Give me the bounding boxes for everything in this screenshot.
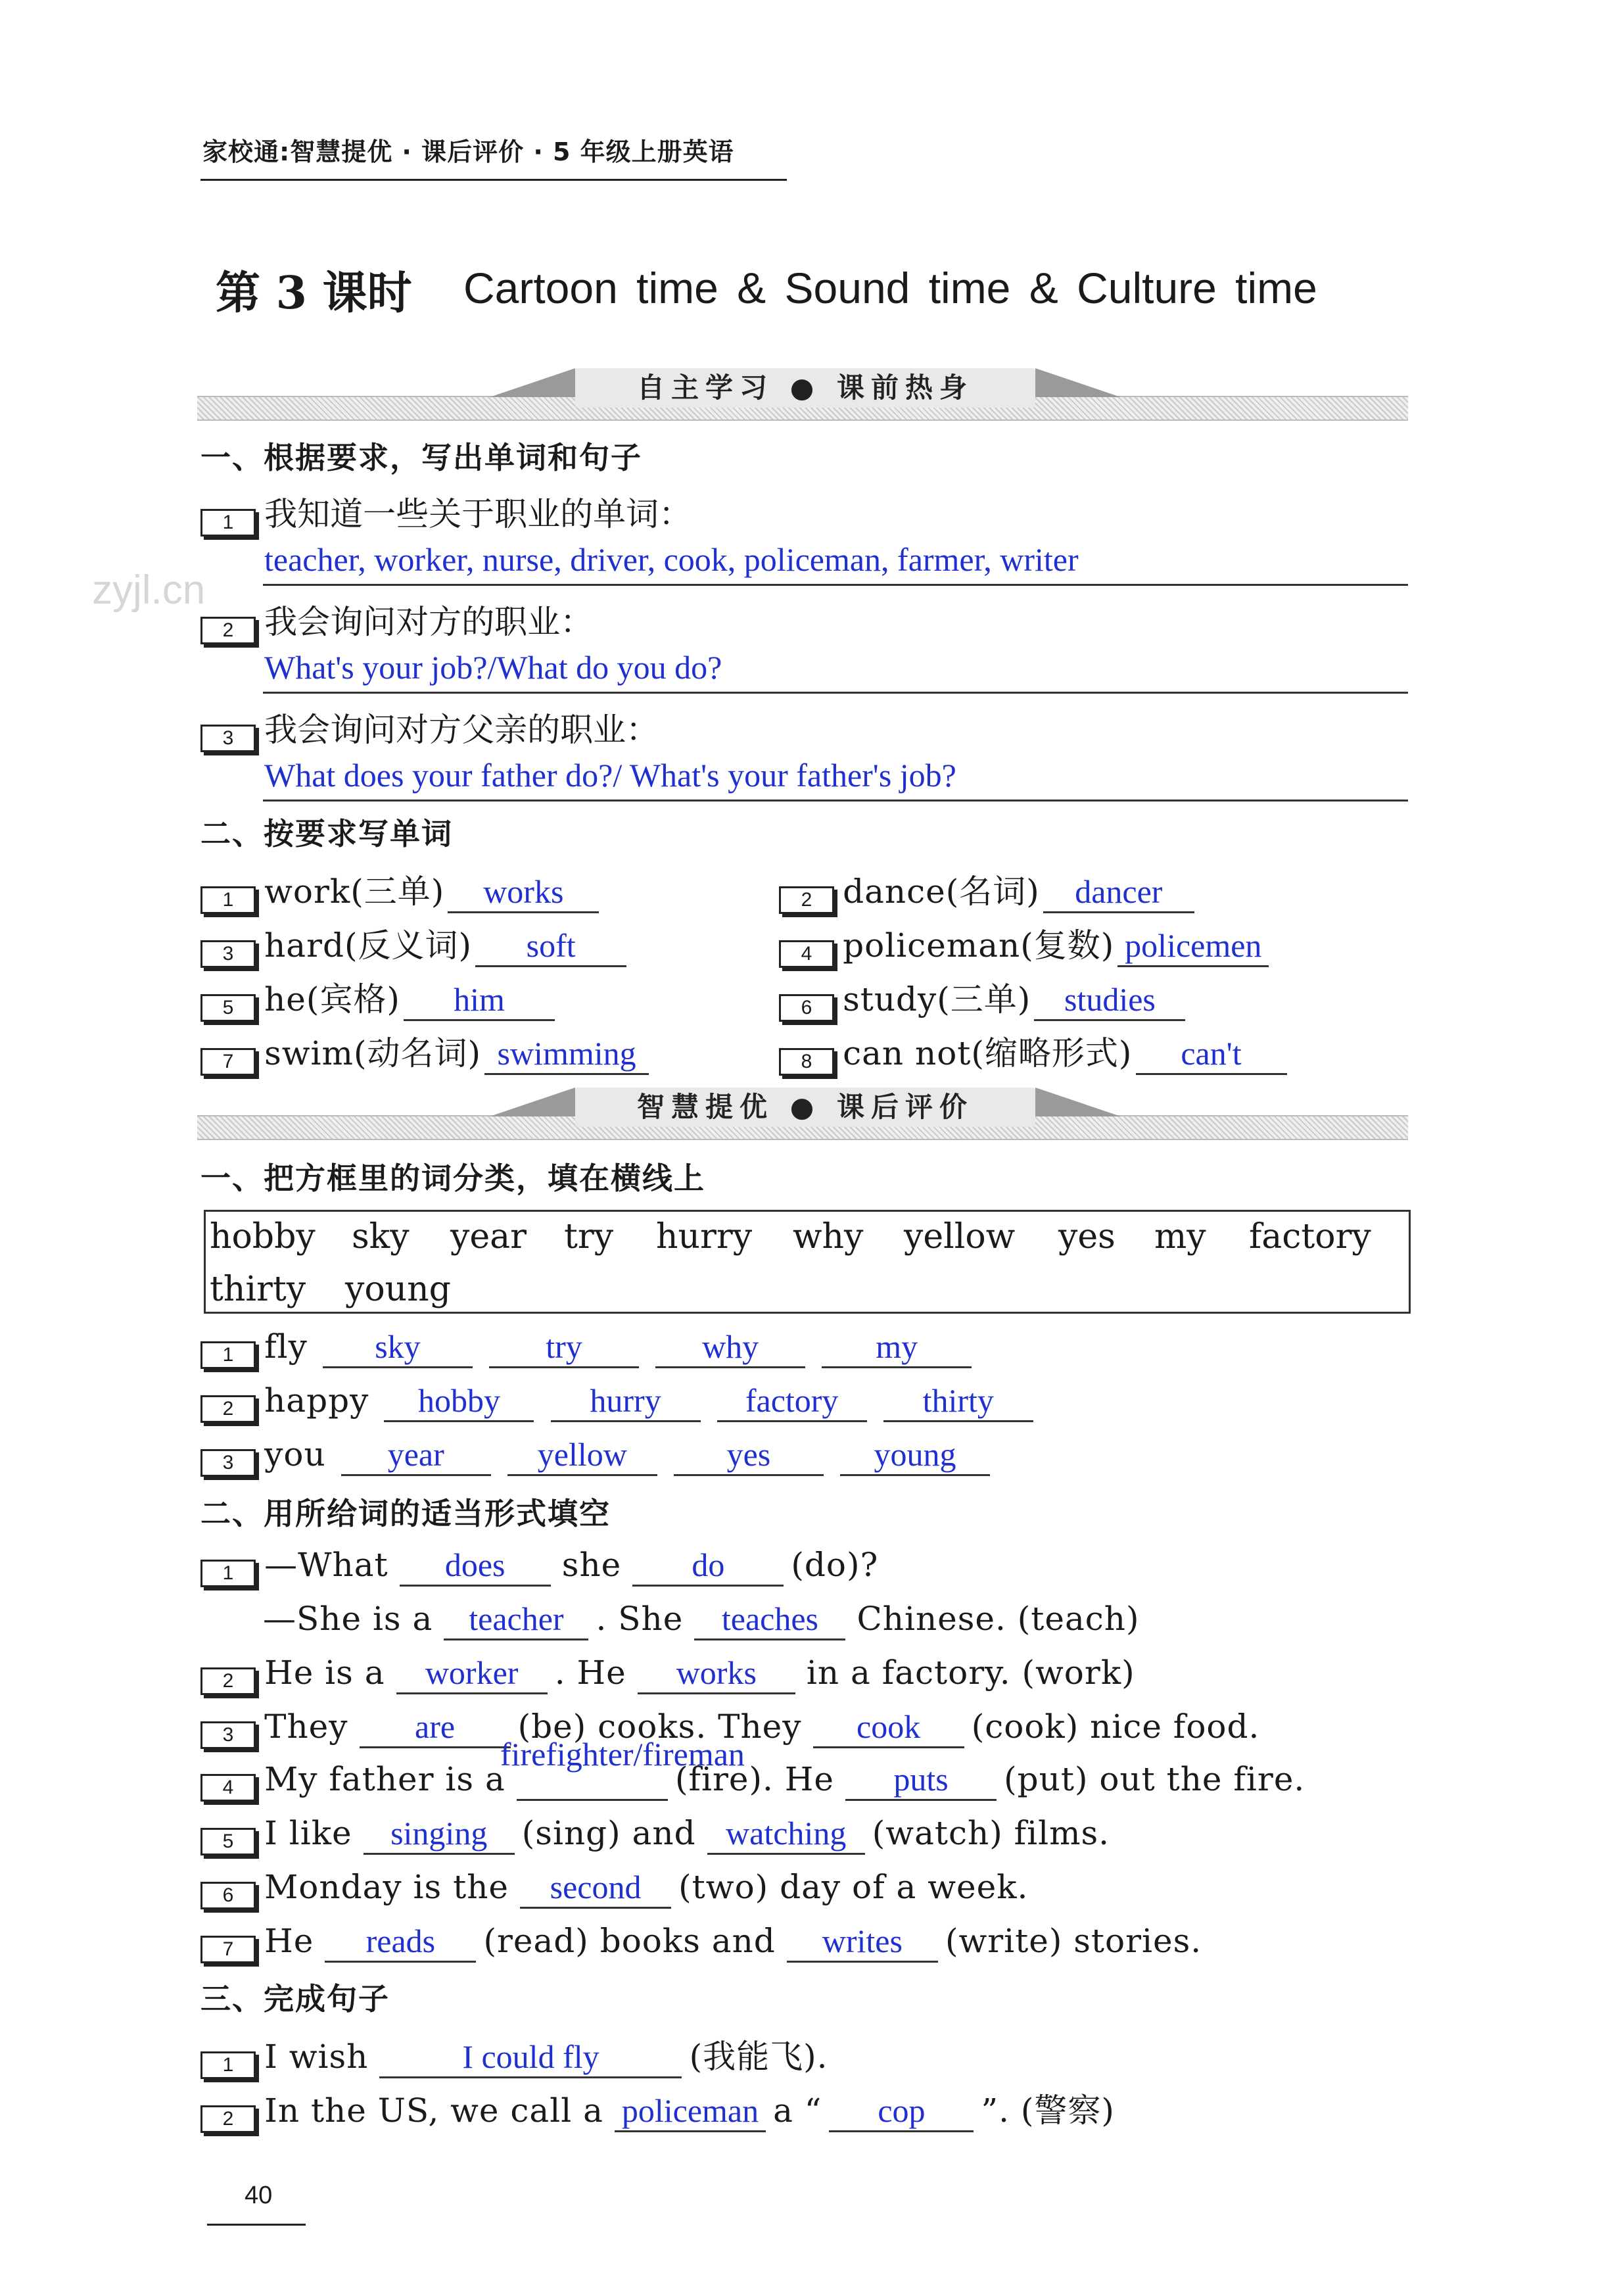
q-text: (do)?	[791, 1546, 879, 1584]
item-number: 2	[200, 1395, 256, 1423]
q-text: —She is a	[263, 1600, 433, 1638]
box-word: my	[1154, 1217, 1206, 1256]
item-number: 3	[200, 940, 256, 968]
part1-answer-3: What does your father do?/ What's your father's job?	[264, 757, 956, 794]
part2-item-8	[779, 1027, 1287, 1076]
running-header: 家校通:智慧提优 · 课后评价 · 5 年级上册英语	[202, 137, 734, 166]
item-number: 2	[200, 617, 256, 644]
answer-blank: try	[489, 1327, 639, 1368]
answer-blank: I could fly	[379, 2037, 682, 2078]
box-word: sky	[352, 1217, 410, 1256]
item-number: 1	[200, 2051, 256, 2079]
q-text: (read) books and	[483, 1922, 776, 1960]
item-prompt: 我会询问对方父亲的职业：	[264, 711, 659, 749]
q-text: Monday is the	[264, 1868, 509, 1906]
item-prompt: policeman(复数)	[843, 926, 1115, 965]
answer-blank: works	[638, 1653, 795, 1694]
part1-answer-2: What's your job?/What do you do?	[264, 649, 722, 686]
item-number: 7	[200, 1936, 256, 1963]
part4-q6	[200, 1867, 1028, 1909]
box-word: try	[564, 1217, 614, 1256]
band-2-right-triangle	[1035, 1088, 1121, 1116]
part1-title: 一、根据要求，写出单词和句子	[200, 440, 642, 475]
q-text: In the US, we call a	[264, 2092, 603, 2130]
answer-blank: young	[840, 1435, 990, 1476]
part2-title: 二、按要求写单词	[200, 816, 453, 851]
box-word: hobby	[210, 1217, 316, 1256]
answer-blank: sky	[323, 1327, 473, 1368]
q-text: . She	[596, 1600, 684, 1638]
part3-title: 一、把方框里的词分类，填在横线上	[200, 1160, 705, 1196]
part4-q4	[200, 1736, 1305, 1802]
answer-blank-wrap	[500, 1736, 745, 1801]
lesson-label: 第 3 课时	[216, 267, 412, 320]
item-number: 1	[200, 509, 256, 537]
part5-q1	[200, 2030, 828, 2079]
box-word: hurry	[656, 1217, 753, 1256]
item-number: 3	[200, 725, 256, 752]
answer-blank: do	[632, 1545, 784, 1587]
q-text: He is a	[264, 1654, 385, 1692]
item-number: 7	[200, 1048, 256, 1076]
item-number: 2	[200, 2105, 256, 2133]
band-1-label: 自主学习 ● 课前热身	[575, 368, 1035, 408]
answer-blank: can't	[1136, 1034, 1287, 1075]
item-number: 1	[200, 1341, 256, 1369]
item-number: 6	[779, 994, 834, 1022]
answer-blank: does	[400, 1545, 551, 1587]
box-word: yellow	[904, 1217, 1016, 1256]
header-rule	[200, 179, 787, 181]
item-prompt: dance(名词)	[843, 873, 1040, 911]
answer-blank: hurry	[551, 1381, 701, 1422]
item-prompt: can not(缩略形式)	[843, 1034, 1133, 1072]
q-text: (put) out the fire.	[1004, 1760, 1305, 1798]
box-word: why	[793, 1217, 864, 1256]
part2-item-7	[200, 1027, 649, 1076]
answer-blank: watching	[707, 1813, 865, 1855]
part5-q2	[200, 2084, 1115, 2133]
part2-item-6	[779, 973, 1185, 1022]
item-number: 1	[200, 886, 256, 914]
answer-blank: hobby	[384, 1381, 534, 1422]
answer-blank: him	[404, 980, 555, 1021]
item-number: 5	[200, 994, 256, 1022]
box-word: year	[450, 1217, 527, 1256]
q-text: —What	[264, 1546, 388, 1584]
band-2-left-triangle	[490, 1088, 575, 1116]
answer-blank: why	[655, 1327, 805, 1368]
q-text: He	[264, 1922, 314, 1960]
part4-q1	[200, 1545, 878, 1587]
answer-blank: cook	[813, 1707, 964, 1748]
item-number: 2	[779, 886, 834, 914]
part1-item-2	[200, 596, 593, 644]
part3-row-3	[200, 1435, 990, 1477]
q-text: Chinese. (teach)	[857, 1600, 1140, 1638]
band-1-right-triangle	[1035, 368, 1121, 397]
item-number: 8	[779, 1048, 834, 1076]
item-prompt: 我会询问对方的职业：	[264, 603, 594, 641]
item-prompt: swim(动名词)	[264, 1034, 481, 1072]
part4-q1-reply	[263, 1599, 1140, 1640]
page-number: 40	[245, 2182, 273, 2209]
item-number: 1	[200, 1560, 256, 1587]
lesson-subtitle: Cartoon time & Sound time & Culture time	[463, 264, 1317, 312]
box-word: thirty	[210, 1270, 306, 1309]
q-text: she	[561, 1546, 622, 1584]
q-text: (fire). He	[674, 1760, 834, 1798]
answer-blank: cop	[829, 2091, 974, 2132]
item-number: 4	[200, 1774, 256, 1802]
box-word: factory	[1249, 1217, 1371, 1256]
part2-item-3	[200, 919, 626, 968]
item-prompt: work(三单)	[264, 873, 445, 911]
part2-item-5	[200, 973, 555, 1022]
item-number: 5	[200, 1828, 256, 1855]
answer-blank: singing	[364, 1813, 515, 1855]
answer-blank: thirty	[883, 1381, 1033, 1422]
item-prompt: hard(反义词)	[264, 926, 473, 965]
band-1-left-triangle	[490, 368, 575, 397]
part3-row-1	[200, 1327, 972, 1369]
part1-answer-1: teacher, worker, nurse, driver, cook, policeman, farmer, writer	[264, 541, 1079, 578]
q-text: a “	[773, 2092, 822, 2130]
item-number: 6	[200, 1882, 256, 1909]
answer-blank: soft	[475, 926, 626, 967]
q-text: (two) day of a week.	[678, 1868, 1029, 1906]
q-text: (sing) and	[521, 1814, 696, 1852]
q-text: . He	[554, 1654, 626, 1692]
part3-row-2	[200, 1381, 1033, 1423]
row-key: fly	[264, 1327, 308, 1366]
item-number: 4	[779, 940, 834, 968]
answer-blank: are	[360, 1707, 511, 1748]
part4-title: 二、用所给词的适当形式填空	[200, 1496, 611, 1531]
page-number-rule	[207, 2224, 306, 2226]
q-text: I like	[264, 1814, 352, 1852]
answer-blank: year	[341, 1435, 491, 1476]
q-text: in a factory. (work)	[806, 1654, 1135, 1692]
q-text: (write) stories.	[945, 1922, 1202, 1960]
q-text: My father is a	[264, 1760, 505, 1798]
answer-blank: dancer	[1043, 872, 1194, 913]
box-word: yes	[1058, 1217, 1116, 1256]
item-prompt: study(三单)	[843, 980, 1031, 1018]
answer-blank: puts	[845, 1759, 997, 1801]
part5-title: 三、完成句子	[200, 1981, 390, 2017]
answer-blank: policemen	[1117, 926, 1269, 967]
part2-item-1	[200, 865, 599, 914]
answer-blank: policeman	[615, 2091, 766, 2132]
answer-blank: teacher	[444, 1599, 588, 1640]
answer-blank: yes	[674, 1435, 824, 1476]
answer-blank: my	[822, 1327, 972, 1368]
part2-item-4	[779, 919, 1269, 968]
answer-blank: studies	[1034, 980, 1185, 1021]
box-word: young	[345, 1270, 451, 1309]
item-number: 3	[200, 1449, 256, 1477]
answer-blank: factory	[717, 1381, 867, 1422]
part4-q7	[200, 1921, 1202, 1963]
answer-line	[263, 692, 1408, 694]
answer-blank: works	[448, 872, 599, 913]
q-text: (be) cooks. They	[517, 1708, 802, 1746]
word-box	[204, 1210, 1411, 1314]
part4-q2	[200, 1653, 1135, 1695]
part4-q5	[200, 1813, 1110, 1855]
band-2-label: 智慧提优 ● 课后评价	[575, 1088, 1035, 1127]
item-prompt: he(宾格)	[264, 980, 400, 1018]
watermark: zyjl.cn	[92, 567, 206, 613]
answer-line	[263, 584, 1408, 586]
answer-blank: writes	[787, 1921, 938, 1963]
part1-item-1	[200, 488, 692, 537]
q-text: (cook) nice food.	[971, 1708, 1260, 1746]
q-text: (我能飞).	[689, 2038, 828, 2076]
answer-overflow-text: firefighter/fireman	[500, 1736, 745, 1773]
part1-item-3	[200, 704, 659, 752]
q-text: I wish	[264, 2038, 369, 2076]
answer-blank: teaches	[694, 1599, 845, 1640]
answer-blank: yellow	[507, 1435, 657, 1476]
answer-blank: second	[520, 1867, 671, 1909]
q-text: (watch) films.	[872, 1814, 1110, 1852]
answer-blank: swimming	[484, 1034, 649, 1075]
answer-blank: worker	[396, 1653, 548, 1694]
item-prompt: 我知道一些关于职业的单词：	[264, 495, 692, 533]
item-number: 3	[200, 1721, 256, 1749]
part2-item-2	[779, 865, 1194, 914]
q-text: They	[264, 1708, 348, 1746]
q-text: ”. (警察)	[981, 2092, 1115, 2130]
answer-line	[263, 800, 1408, 801]
row-key: you	[264, 1435, 326, 1473]
answer-blank: reads	[325, 1921, 476, 1963]
row-key: happy	[264, 1381, 369, 1420]
item-number: 2	[200, 1667, 256, 1695]
